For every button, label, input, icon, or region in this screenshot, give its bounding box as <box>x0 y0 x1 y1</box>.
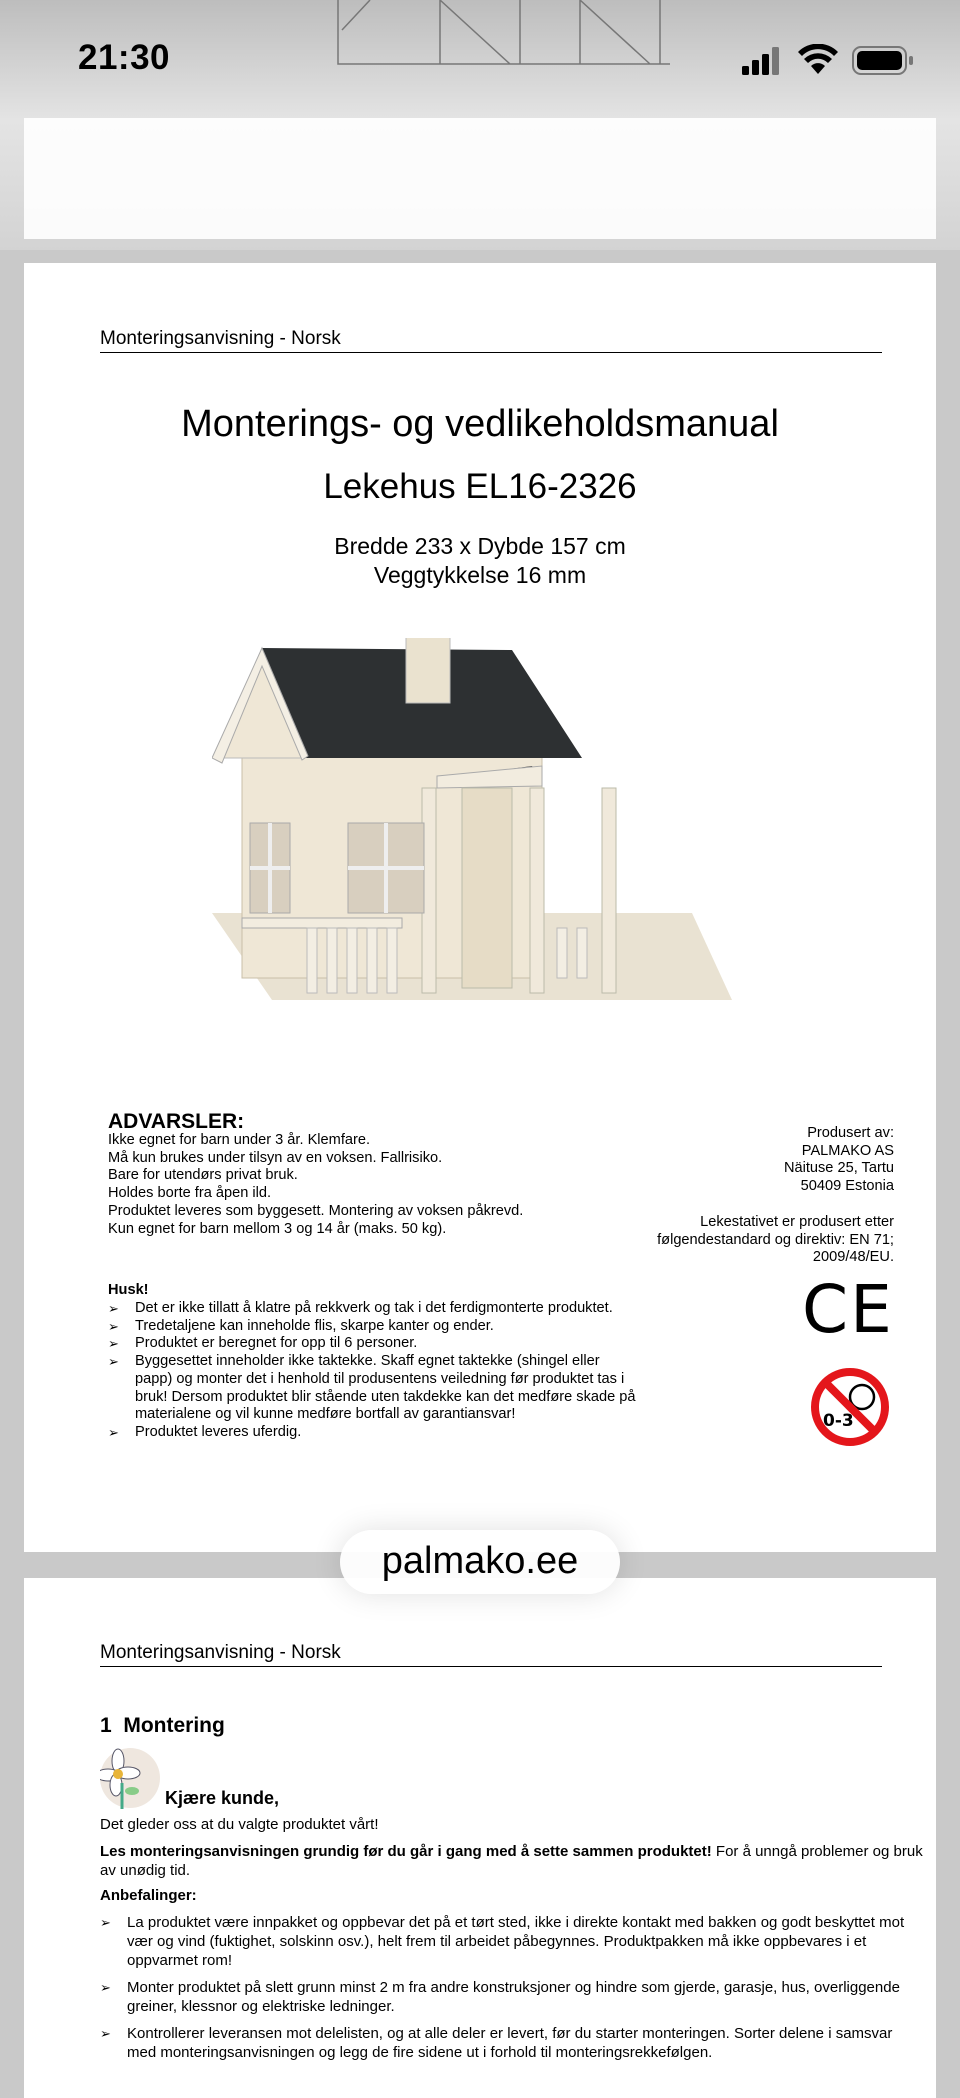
recommendation-item: ➢ Monter produktet på slett grunn minst 2 m fra andre konstruksjoner og hindre som gjerde, garasje, hus, overliggende greiner, klessnor og elektriske ledninger. <box>100 1978 925 2016</box>
producer-label: Produsert av: <box>807 1125 894 1141</box>
manual-page-1 <box>24 263 936 1552</box>
page-header: Monteringsanvisning - Norsk <box>100 1642 882 1667</box>
husk-item: ➢ Produktet leveres uferdig. <box>108 1424 638 1442</box>
page-header: Monteringsanvisning - Norsk <box>100 328 882 353</box>
producer-postcode: 50409 Estonia <box>800 1178 894 1195</box>
warning-item: Kun egnet for barn mellom 3 og 14 år (maks. 50 kg). <box>108 1220 447 1237</box>
warning-item: Produktet leveres som byggesett. Montering av voksen påkrevd. <box>108 1202 524 1219</box>
age-warning-icon <box>810 1367 890 1447</box>
manual-page-2 <box>24 1578 936 2098</box>
wall-thickness: Veggtykkelse 16 mm <box>373 562 587 588</box>
battery-icon <box>852 46 914 76</box>
page-content <box>100 1713 925 2062</box>
husk-item: ➢ Tredetaljene kan inneholde flis, skarpe kanter og ender. <box>108 1318 638 1336</box>
warning-item: Må kun brukes under tilsyn av en voksen. Fallrisiko. <box>108 1149 443 1166</box>
age-label: 0-3 <box>823 1411 854 1431</box>
warnings-title: ADVARSLER: <box>108 1110 245 1133</box>
read-instructions-text <box>100 1842 925 1880</box>
status-bar <box>0 0 960 110</box>
clock: 21:30 <box>78 38 171 77</box>
cellular-signal-icon <box>742 46 786 76</box>
standard-line: 2009/48/EU. <box>812 1249 894 1266</box>
husk-item: ➢ Byggesettet inneholder ikke taktekke. Skaff egnet taktekke (shingel eller papp) og monter det i henhold til produsentens veiledning før produktet tas i bruk! Dersom produktet blir stående uten takdekke kan det medføre skade på materialene og vil kunne medføre bortfall av garantiansvar! <box>108 1353 638 1424</box>
husk-list <box>108 1300 638 1442</box>
intro-text: Det gleder oss at du valgte produktet vårt! <box>100 1816 379 1833</box>
recommendation-item: ➢ Kontrollerer leveransen mot delelisten, og at alle deler er levert, før du starter monteringen. Sorter delene i samsvar med monteringsanvisningen og legg de fire sidene ut i forhold til monteringsrekkefølgen. <box>100 2024 925 2062</box>
warning-item: Bare for utendørs privat bruk. <box>108 1167 298 1184</box>
warning-item: Ikke egnet for barn under 3 år. Klemfare. <box>108 1132 371 1148</box>
husk-item: ➢ Det er ikke tillatt å klatre på rekkverk og tak i det ferdigmonterte produktet. <box>108 1300 638 1318</box>
warning-item: Holdes borte fra åpen ild. <box>108 1185 272 1202</box>
producer-name: PALMAKO AS <box>801 1142 894 1159</box>
ce-mark: CE <box>802 1271 894 1348</box>
playhouse-image <box>212 638 742 1038</box>
dimensions: Bredde 233 x Dybde 157 cm <box>334 533 626 559</box>
recommendations-list <box>100 1913 925 2062</box>
wifi-icon <box>798 44 838 76</box>
husk-item: ➢ Produktet er beregnet for opp til 6 personer. <box>108 1335 638 1353</box>
previous-page-bottom <box>24 118 936 239</box>
standard-line: Lekestativet er produsert etter <box>700 1213 894 1230</box>
read-instructions-rest: For å unngå problemer og bruk av unødig tid. <box>100 1843 923 1879</box>
husk-title: Husk! <box>108 1282 149 1298</box>
recommendation-item: ➢ La produktet være innpakket og oppbevar det på et tørt sted, ikke i direkte kontakt med bakken og godt beskyttet mot vær og vind (fuktighet, solskinn osv.), helt frem til arbeidet påbegynnes. Produktpakken må ikke oppbevares i et oppvarmet rom! <box>100 1913 925 1970</box>
website-link-toast[interactable]: palmako.ee <box>340 1530 620 1594</box>
recommendations-title: Anbefalinger: <box>100 1887 197 1904</box>
warnings-list <box>108 1132 548 1238</box>
section-heading: 1 Montering <box>100 1714 225 1737</box>
standard-line: følgendestandard og direktiv: EN 71; <box>657 1231 894 1248</box>
product-name: Lekehus EL16-2326 <box>323 467 637 506</box>
document-title: Monterings- og vedlikeholdsmanual <box>181 403 779 445</box>
flower-icon <box>100 1747 160 1809</box>
greeting: Kjære kunde, <box>165 1788 280 1808</box>
producer-address: Näituse 25, Tartu <box>783 1160 894 1177</box>
producer-info <box>564 1125 894 1267</box>
read-instructions-bold: Les monteringsanvisningen grundig før du går i gang med å sette sammen produktet! <box>100 1843 712 1860</box>
